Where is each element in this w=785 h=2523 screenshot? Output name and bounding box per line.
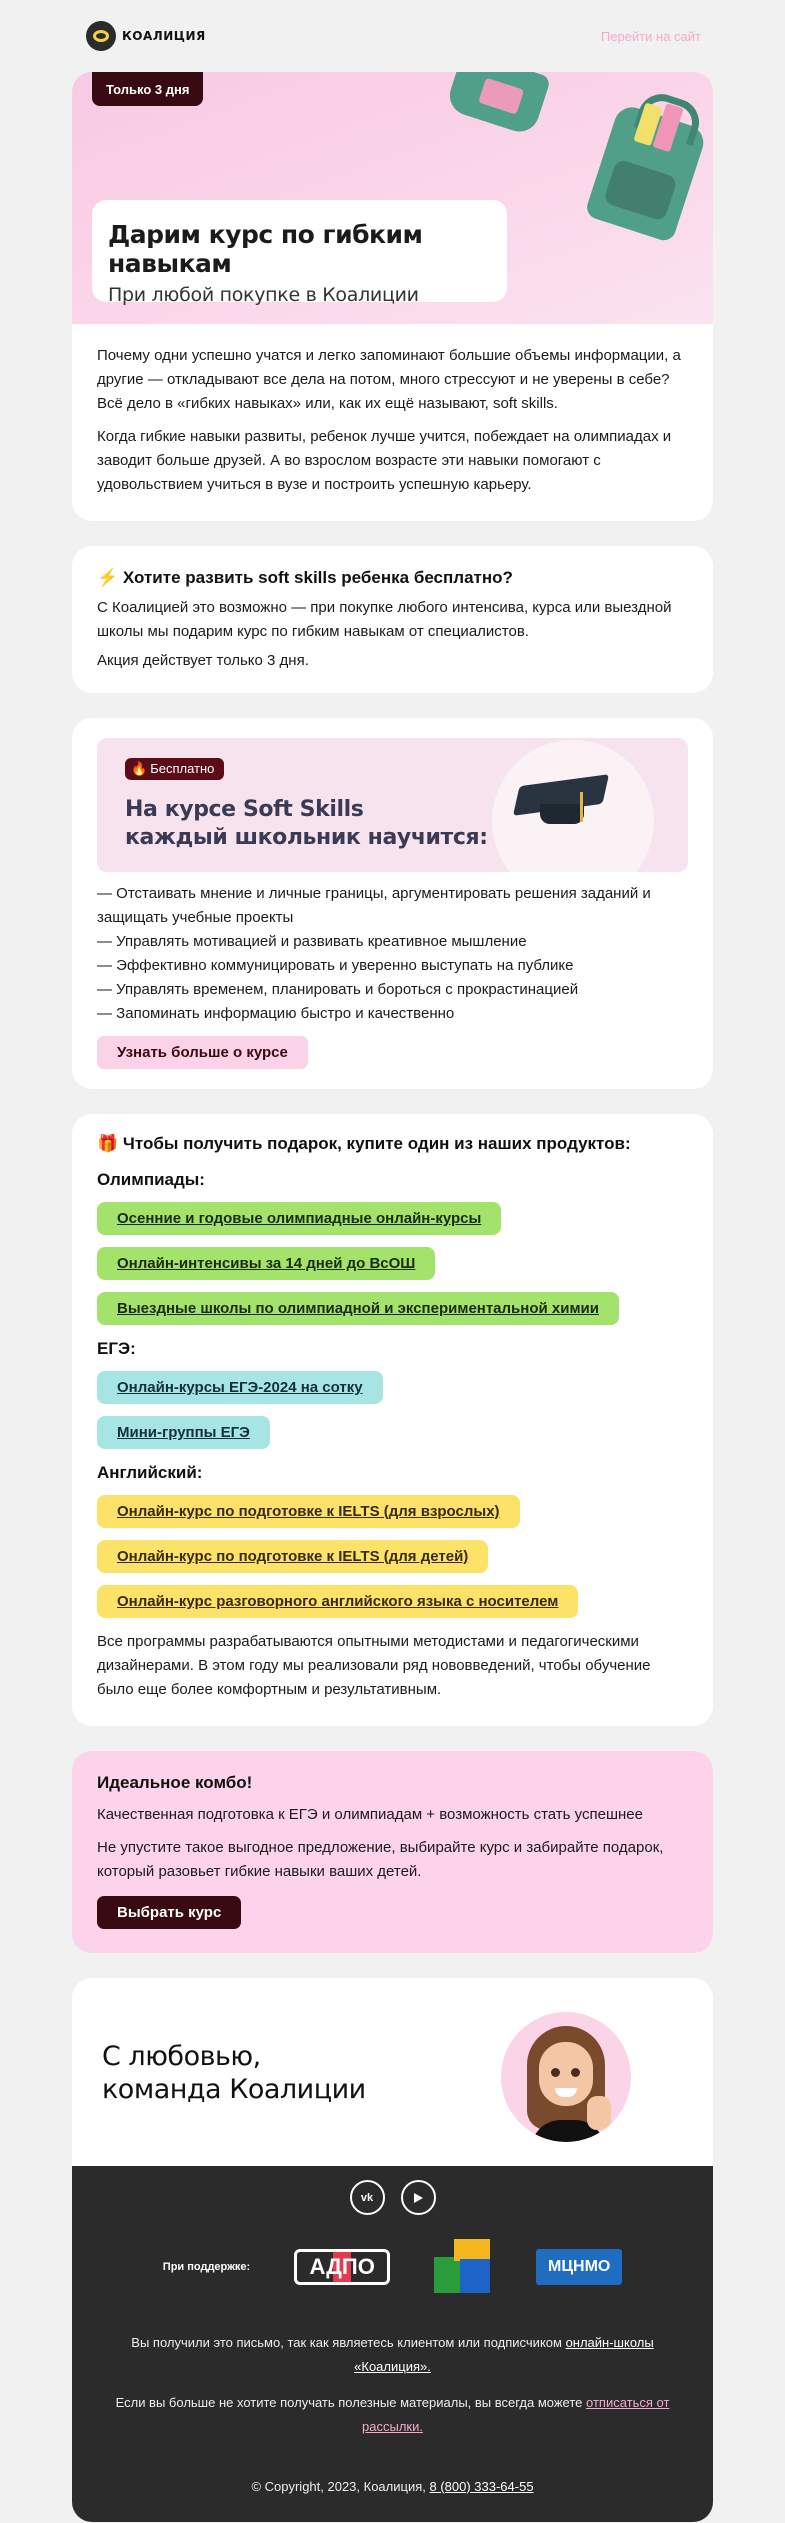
hero-title: Дарим курс по гибким навыкам bbox=[108, 220, 423, 278]
free-offer-title-text: Хотите развить soft skills ребенка бесплатно? bbox=[122, 568, 513, 587]
signature-block bbox=[72, 1978, 713, 2166]
limited-time-badge: Только 3 дня bbox=[92, 72, 203, 106]
copyright bbox=[102, 2479, 683, 2494]
free-offer-card bbox=[72, 546, 713, 693]
list-item: — Управлять мотивацией и развивать креативное мышление bbox=[97, 933, 527, 950]
list-item: — Запоминать информацию быстро и качественно bbox=[97, 1005, 455, 1022]
combo-text: Качественная подготовка к ЕГЭ и олимпиадам + возможность стать успешнее bbox=[97, 1806, 643, 1823]
adpo-logo: АДПО bbox=[294, 2249, 390, 2285]
products-card bbox=[72, 1114, 713, 1726]
mcnmo-logo: МЦНМО bbox=[536, 2249, 622, 2285]
signature-line-1: С любовью, bbox=[102, 2041, 261, 2072]
free-badge-label: Бесплатно bbox=[150, 761, 215, 776]
unsubscribe-text bbox=[102, 2391, 683, 2439]
product-link-ege-mini-groups[interactable]: Мини-группы ЕГЭ bbox=[97, 1416, 270, 1449]
hero-subtitle: При любой покупке в Коалиции bbox=[108, 284, 419, 306]
list-item: — Отстаивать мнение и личные границы, аргументировать решения заданий и защищать учебные проекты bbox=[97, 885, 651, 926]
product-link-ielts-adults[interactable]: Онлайн-курс по подготовке к IELTS (для взрослых) bbox=[97, 1495, 520, 1528]
hero-card bbox=[72, 72, 713, 521]
copyright-text: © Copyright, 2023, Коалиция, bbox=[251, 2479, 430, 2494]
list-item: — Управлять временем, планировать и бороться с прокрастинацией bbox=[97, 981, 579, 998]
unsubscribe-link[interactable]: отписаться от рассылки. bbox=[362, 2395, 670, 2434]
go-to-site-link[interactable]: Перейти на сайт bbox=[600, 28, 701, 44]
skills-list bbox=[72, 872, 713, 1026]
signature-line-2: команда Коалиции bbox=[102, 2074, 366, 2105]
backpack-with-books-icon bbox=[584, 103, 708, 244]
social-links bbox=[102, 2180, 683, 2215]
graduation-cap-icon bbox=[518, 780, 604, 820]
cube-partner-logo-icon bbox=[434, 2239, 492, 2295]
product-link-spoken-english[interactable]: Онлайн-курс разговорного английского языка с носителем bbox=[97, 1585, 578, 1618]
product-link-vsosh-intensives[interactable]: Онлайн-интенсивы за 14 дней до ВсОШ bbox=[97, 1247, 435, 1280]
hero-banner bbox=[72, 72, 713, 324]
intro-paragraph-2: Когда гибкие навыки развиты, ребенок лучше учится, побеждает на олимпиадах и заводит больше друзей. А во взрослом возрасте эти навыки помогают с удовольствием учиться в вузе и построить успешную карьеру. bbox=[97, 428, 672, 493]
signature-text bbox=[102, 2040, 366, 2106]
koalitsiya-logo[interactable] bbox=[86, 21, 206, 51]
subscription-reason-text bbox=[102, 2331, 683, 2379]
intro-paragraph: Почему одни успешно учатся и легко запоминают большие объемы информации, а другие — откладывают все дела на потом, много стрессуют и не уверены в себе? Всё дело в «гибких навыках» или, как их ещё называют, soft skills. bbox=[97, 347, 681, 412]
unsubscribe-label: Если вы больше не хотите получать полезные материалы, вы всегда можете bbox=[115, 2395, 586, 2410]
logo-text: КОАЛИЦИЯ bbox=[122, 29, 206, 43]
email-header bbox=[72, 0, 713, 72]
fire-icon: 🔥 bbox=[131, 761, 148, 776]
english-heading: Английский: bbox=[97, 1463, 203, 1482]
ege-heading: ЕГЭ: bbox=[97, 1339, 136, 1358]
learn-more-button[interactable]: Узнать больше о курсе bbox=[97, 1036, 308, 1069]
subscription-reason-label: Вы получили это письмо, так как являетесь клиентом или подписчиком bbox=[131, 2335, 566, 2350]
combo-text-2: Не упустите такое выгодное предложение, выбирайте курс и забирайте подарок, который разовьет гибкие навыки ваших детей. bbox=[97, 1839, 664, 1880]
product-link-olympiad-courses[interactable]: Осенние и годовые олимпиадные онлайн-курсы bbox=[97, 1202, 501, 1235]
combo-title: Идеальное комбо! bbox=[97, 1773, 253, 1792]
lightning-icon: ⚡ bbox=[97, 568, 119, 587]
email-footer bbox=[72, 2166, 713, 2522]
programs-note: Все программы разрабатываются опытными методистами и педагогическими дизайнерами. В этом году мы реализовали ряд нововведений, чтобы обучение было еще более комфортным и результативным. bbox=[97, 1633, 651, 1698]
product-link-ielts-kids[interactable]: Онлайн-курс по подготовке к IELTS (для детей) bbox=[97, 1540, 488, 1573]
choose-course-button[interactable]: Выбрать курс bbox=[97, 1896, 241, 1929]
free-offer-title bbox=[97, 566, 689, 590]
course-card bbox=[72, 718, 713, 1089]
list-item: — Эффективно коммуницировать и уверенно выступать на публике bbox=[97, 957, 574, 974]
course-title-line-2: каждый школьник научится: bbox=[125, 825, 488, 850]
course-promo-title bbox=[125, 796, 488, 852]
offer-duration-text: Акция действует только 3 дня. bbox=[97, 652, 309, 669]
team-avatar bbox=[501, 2012, 631, 2142]
combo-card bbox=[72, 1751, 713, 1953]
products-title bbox=[97, 1132, 689, 1156]
youtube-icon[interactable] bbox=[401, 2180, 436, 2215]
koala-logo-icon bbox=[86, 21, 116, 51]
partners-label: При поддержке: bbox=[162, 2261, 251, 2273]
hero-title-box bbox=[92, 200, 507, 306]
product-link-chemistry-schools[interactable]: Выездные школы по олимпиадной и экспериментальной химии bbox=[97, 1292, 619, 1325]
backpack-illustration-icon bbox=[445, 72, 552, 137]
school-link[interactable]: онлайн-школы «Коалиция». bbox=[354, 2335, 654, 2374]
vk-icon[interactable]: vk bbox=[350, 2180, 385, 2215]
product-link-ege-courses[interactable]: Онлайн-курсы ЕГЭ-2024 на сотку bbox=[97, 1371, 383, 1404]
free-badge bbox=[125, 758, 224, 780]
olympiads-heading: Олимпиады: bbox=[97, 1170, 205, 1189]
free-offer-text: С Коалицией это возможно — при покупке любого интенсива, курса или выездной школы мы подарим курс по гибким навыкам от специалистов. bbox=[97, 599, 672, 640]
course-promo-banner bbox=[97, 738, 688, 872]
course-title-line-1: На курсе Soft Skills bbox=[125, 797, 364, 822]
gift-icon: 🎁 bbox=[97, 1134, 119, 1153]
partners-row bbox=[102, 2235, 683, 2299]
phone-link[interactable]: 8 (800) 333-64-55 bbox=[429, 2479, 534, 2494]
products-title-text: Чтобы получить подарок, купите один из наших продуктов: bbox=[122, 1134, 631, 1153]
